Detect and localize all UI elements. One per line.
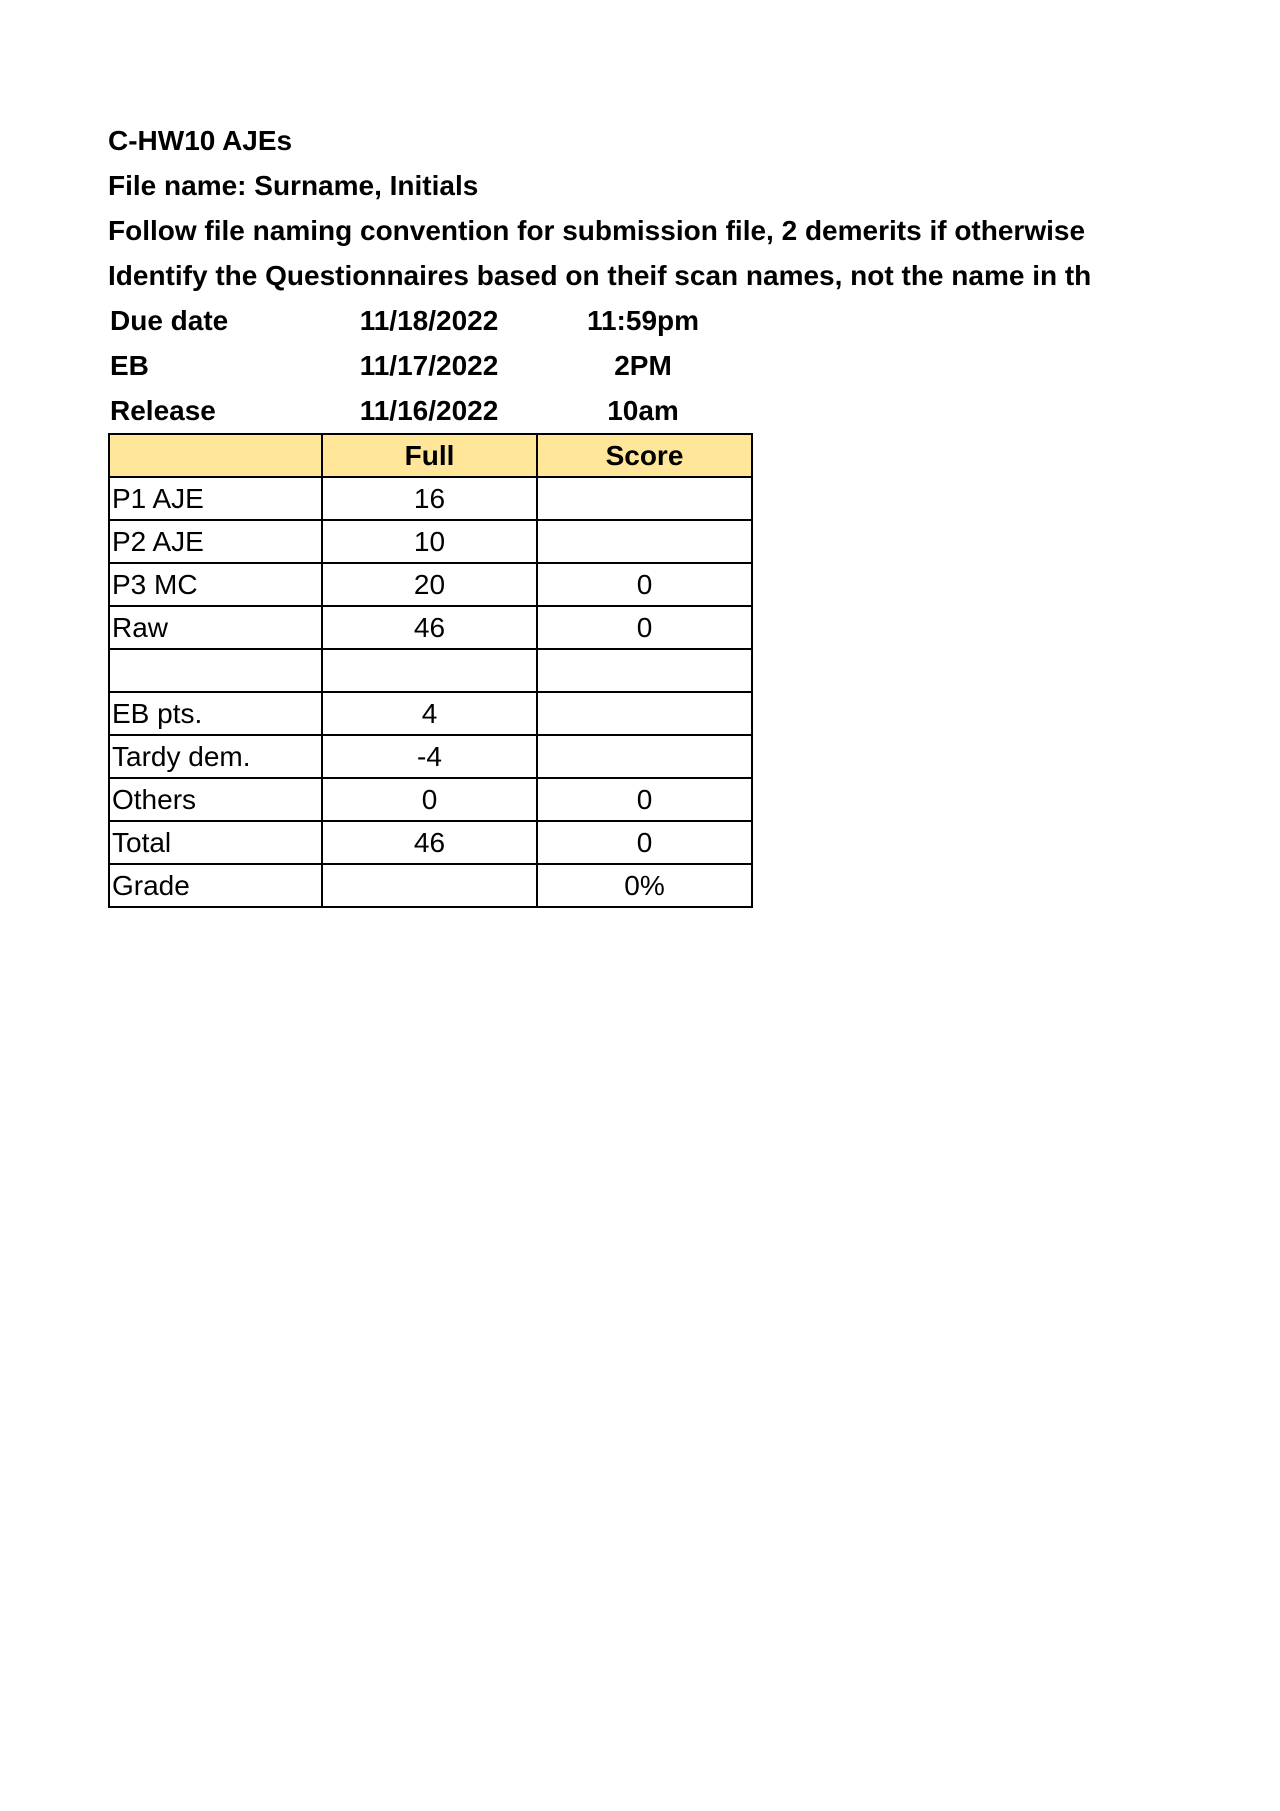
schedule-date: 11/18/2022: [359, 305, 499, 336]
full-cell[interactable]: 4: [322, 692, 537, 735]
assignment-title: C-HW10 AJEs: [108, 125, 293, 156]
table-row: [109, 563, 752, 606]
row-label-cell[interactable]: P1 AJE: [109, 477, 322, 520]
score-cell[interactable]: 0: [537, 778, 752, 821]
table-header-row: [109, 434, 752, 477]
schedule-label: EB: [110, 350, 149, 381]
table-row: [109, 520, 752, 563]
score-cell[interactable]: 0: [537, 563, 752, 606]
score-cell[interactable]: 0%: [537, 864, 752, 907]
score-table: [108, 433, 753, 908]
full-cell[interactable]: 20: [322, 563, 537, 606]
table-row: [109, 778, 752, 821]
schedule-label: Release: [110, 395, 216, 426]
schedule-date: 11/16/2022: [359, 395, 499, 426]
row-label-cell[interactable]: EB pts.: [109, 692, 322, 735]
schedule-row-eb: [108, 343, 1280, 388]
file-name-instruction: File name: Surname, Initials: [108, 170, 479, 201]
row-label-cell[interactable]: P3 MC: [109, 563, 322, 606]
header-cell-score[interactable]: Score: [537, 434, 752, 477]
naming-convention-instruction: Follow file naming convention for submission file, 2 demerits if otherwise: [108, 215, 1086, 246]
header-cell-blank[interactable]: [109, 434, 322, 477]
score-cell[interactable]: [537, 735, 752, 778]
table-row: [109, 692, 752, 735]
score-cell[interactable]: [537, 520, 752, 563]
table-row: [109, 821, 752, 864]
table-row: [109, 735, 752, 778]
table-row: [109, 606, 752, 649]
full-cell[interactable]: -4: [322, 735, 537, 778]
score-cell[interactable]: [537, 649, 752, 692]
schedule-time: 2PM: [614, 350, 672, 381]
table-row: [109, 649, 752, 692]
row-label-cell[interactable]: Grade: [109, 864, 322, 907]
full-cell[interactable]: 16: [322, 477, 537, 520]
table-row: [109, 477, 752, 520]
row-label-cell[interactable]: Tardy dem.: [109, 735, 322, 778]
row-label-cell[interactable]: Others: [109, 778, 322, 821]
score-cell[interactable]: 0: [537, 606, 752, 649]
full-cell[interactable]: 46: [322, 606, 537, 649]
full-cell[interactable]: 0: [322, 778, 537, 821]
identify-instruction: Identify the Questionnaires based on theif scan names, not the name in th: [108, 260, 1092, 291]
full-cell[interactable]: [322, 864, 537, 907]
schedule-date: 11/17/2022: [359, 350, 499, 381]
schedule-time: 11:59pm: [586, 305, 700, 336]
row-label-cell[interactable]: Raw: [109, 606, 322, 649]
schedule-label: Due date: [110, 305, 229, 336]
schedule-row-release: [108, 388, 1280, 433]
row-label-cell[interactable]: [109, 649, 322, 692]
row-label-cell[interactable]: Total: [109, 821, 322, 864]
full-cell[interactable]: 46: [322, 821, 537, 864]
score-cell[interactable]: 0: [537, 821, 752, 864]
row-label-cell[interactable]: P2 AJE: [109, 520, 322, 563]
spreadsheet-page: [108, 118, 1280, 908]
schedule-time: 10am: [607, 395, 679, 426]
table-row: [109, 864, 752, 907]
full-cell[interactable]: 10: [322, 520, 537, 563]
schedule-row-due-date: [108, 298, 1280, 343]
score-cell[interactable]: [537, 692, 752, 735]
header-cell-full[interactable]: Full: [322, 434, 537, 477]
full-cell[interactable]: [322, 649, 537, 692]
score-cell[interactable]: [537, 477, 752, 520]
